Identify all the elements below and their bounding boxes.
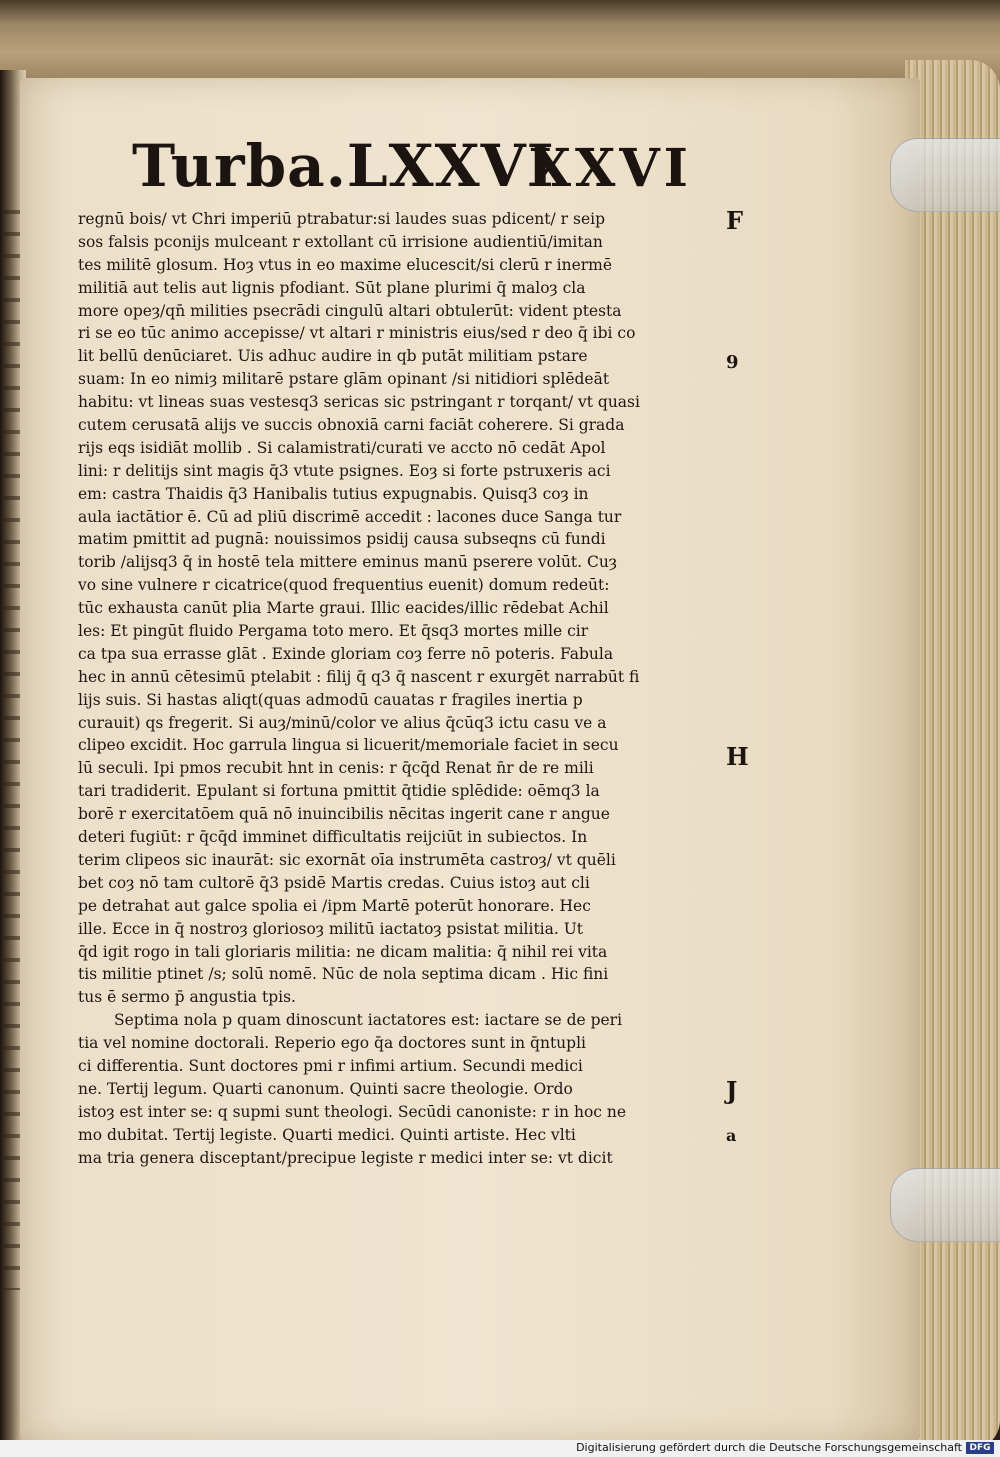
left-page-text-fragment xyxy=(3,210,21,1290)
text-line: militiā aut telis aut lignis pfodiant. Sūt plane plurimi q̄ maloȝ cla xyxy=(78,278,586,297)
text-line: q̄d igit rogo in tali gloriaris militia: ne dicam malitia: q̄ nihil rei vita xyxy=(78,942,608,961)
text-line: rijs eqs isidiāt mollib . Si calamistrati/curati ve accto nō cedāt Apol xyxy=(78,438,606,457)
text-line: matim pmittit ad pugnā: nouissimos psidij causa subseqns cū fundi xyxy=(78,530,606,549)
text-line: tūc exhausta canūt plia Marte graui. Illic eacides/illic rēdebat Achil xyxy=(78,599,609,618)
text-line: more opeȝ/qn̄ milities psecrādi cingulū altari obtulerūt: vident ptesta xyxy=(78,301,622,320)
text-line: suam: In eo nimiȝ militarē pstare glām opinant /si nitidiori splēdeāt xyxy=(78,370,610,389)
text-line: ci differentia. Sunt doctores pmi r infimi artium. Secundi medici xyxy=(78,1056,583,1075)
text-line: clipeo excidit. Hoc garrula lingua si licuerit/memoriale faciet in secu xyxy=(78,736,619,755)
text-line: curauit) qs fregerit. Si auȝ/minū/color ve alius q̄cūq3 ictu casu ve a xyxy=(78,713,607,732)
text-line: habitu: vt lineas suas vestesq3 sericas sic pstringant r torqant/ vt quasi xyxy=(78,393,640,412)
text-block xyxy=(78,208,718,1169)
text-line: regnū bois/ vt Chri imperiū ptrabatur:si laudes suas pdicent/ r seip xyxy=(78,210,606,228)
text-line: ri se eo tūc animo accepisse/ vt altari r ministris eius/sed r deo q̄ ibi co xyxy=(78,324,636,343)
text-line: lini: r delitijs sint magis q̄3 vtute psignes. Eoȝ si forte pstruxeris aci xyxy=(78,461,611,480)
text-line: ille. Ecce in q̄ nostroȝ gloriosoȝ militū iactatoȝ psistat militia. Ut xyxy=(78,919,584,938)
margin-mark-f: F xyxy=(726,206,744,235)
clasp-strap-top xyxy=(890,138,1000,212)
text-line: mo dubitat. Tertij legiste. Quarti medici. Quinti artiste. Hec vlti xyxy=(78,1125,576,1144)
text-line: em: castra Thaidis q̄3 Hanibalis tutius expugnabis. Quisq3 coȝ in xyxy=(78,484,589,503)
text-line: ca tpa sua errasse glāt . Exinde gloriam coȝ ferre nō poteris. Fabula xyxy=(78,644,614,663)
text-line: tes militē glosum. Hoȝ vtus in eo maxime elucescit/si clerū r inermē xyxy=(78,255,613,274)
margin-mark-a: a xyxy=(726,1126,737,1145)
text-line: ne. Tertij legum. Quarti canonum. Quinti sacre theologie. Ordo xyxy=(78,1079,573,1098)
text-line: tus ē sermo p̄ angustia tpis. xyxy=(78,988,296,1007)
margin-mark-9: 9 xyxy=(726,352,739,373)
margin-mark-j: J xyxy=(726,1076,738,1105)
dfg-logo: DFG xyxy=(966,1442,994,1454)
text-line: tari tradiderit. Epulant si fortuna pmittit q̄tidie splēdide: oēmq3 la xyxy=(78,782,600,801)
text-line: sos falsis pconijs mulceant r extollant cū irrisione audientiū/imitan xyxy=(78,232,603,251)
text-line: vo sine vulnere r cicatrice(quod frequentius euenit) domum redeūt: xyxy=(78,576,610,595)
text-line: cutem cerusatā alijs ve succis obnoxiā carni faciāt coherere. Si grada xyxy=(78,416,625,435)
margin-mark-h: H xyxy=(726,742,749,771)
text-line: deteri fugiūt: r q̄cq̄d imminet difficultatis reijciūt in subiectos. In xyxy=(78,828,588,847)
text-line: tia vel nomine doctorali. Reperio ego q̄a doctores sunt in q̄ntupli xyxy=(78,1034,586,1053)
text-line: torib /alijsq3 q̄ in hostē tela mittere eminus manū pserere volūt. Cuȝ xyxy=(78,553,617,572)
text-line-paragraph-start: Septima nola p quam dinoscunt iactatores est: iactare se de peri xyxy=(114,1011,623,1030)
text-line: istoȝ est inter se: q supmi sunt theologi. Secūdi canoniste: r in hoc ne xyxy=(78,1102,627,1121)
footer-credit: Digitalisierung gefördert durch die Deutsche Forschungsgemeinschaft xyxy=(576,1441,962,1454)
text-line: hec in annū cētesimū ptelabit : filij q̄ q3 q̄ nascent r exurgēt narrabūt fi xyxy=(78,667,640,686)
text-line: terim clipeos sic inaurāt: sic exornāt oīa instrumēta castroȝ/ vt quēli xyxy=(78,850,616,869)
text-line: pe detrahat aut galce spolia ei /ipm Martē poterūt honorare. Hec xyxy=(78,896,591,915)
running-header xyxy=(132,132,692,202)
text-line: lū seculi. Ipi pmos recubit hnt in cenis: r q̄cq̄d Renat n̄r de re mili xyxy=(78,759,594,778)
text-line: ma tria genera disceptant/precipue legiste r medici inter se: vt dicit xyxy=(78,1148,613,1167)
clasp-strap-bottom xyxy=(890,1168,1000,1242)
folio-number: XXVI xyxy=(530,138,692,199)
text-line: bet coȝ nō tam cultorē q̄3 psidē Martis credas. Cuius istoȝ aut cli xyxy=(78,873,590,892)
text-line: borē r exercitatōem quā nō inuincibilis nēcitas ingerit cane r angue xyxy=(78,805,610,824)
text-line: lit bellū denūciaret. Uis adhuc audire in qb putāt militiam pstare xyxy=(78,347,588,366)
text-line: aula iactātior ē. Cū ad pliū discrimē accedit : lacones duce Sanga tur xyxy=(78,507,622,526)
text-line: les: Et pingūt fluido Pergama toto mero. Et q̄sq3 mortes mille cir xyxy=(78,622,589,641)
text-line: lijs suis. Si hastas aliqt(quas admodū cauatas r fragiles inertia p xyxy=(78,690,583,709)
text-line: tis militie ptinet /s; solū nomē. Nūc de nola septima dicam . Hic fini xyxy=(78,965,609,984)
running-title: Turba.LXXVI xyxy=(132,132,555,200)
